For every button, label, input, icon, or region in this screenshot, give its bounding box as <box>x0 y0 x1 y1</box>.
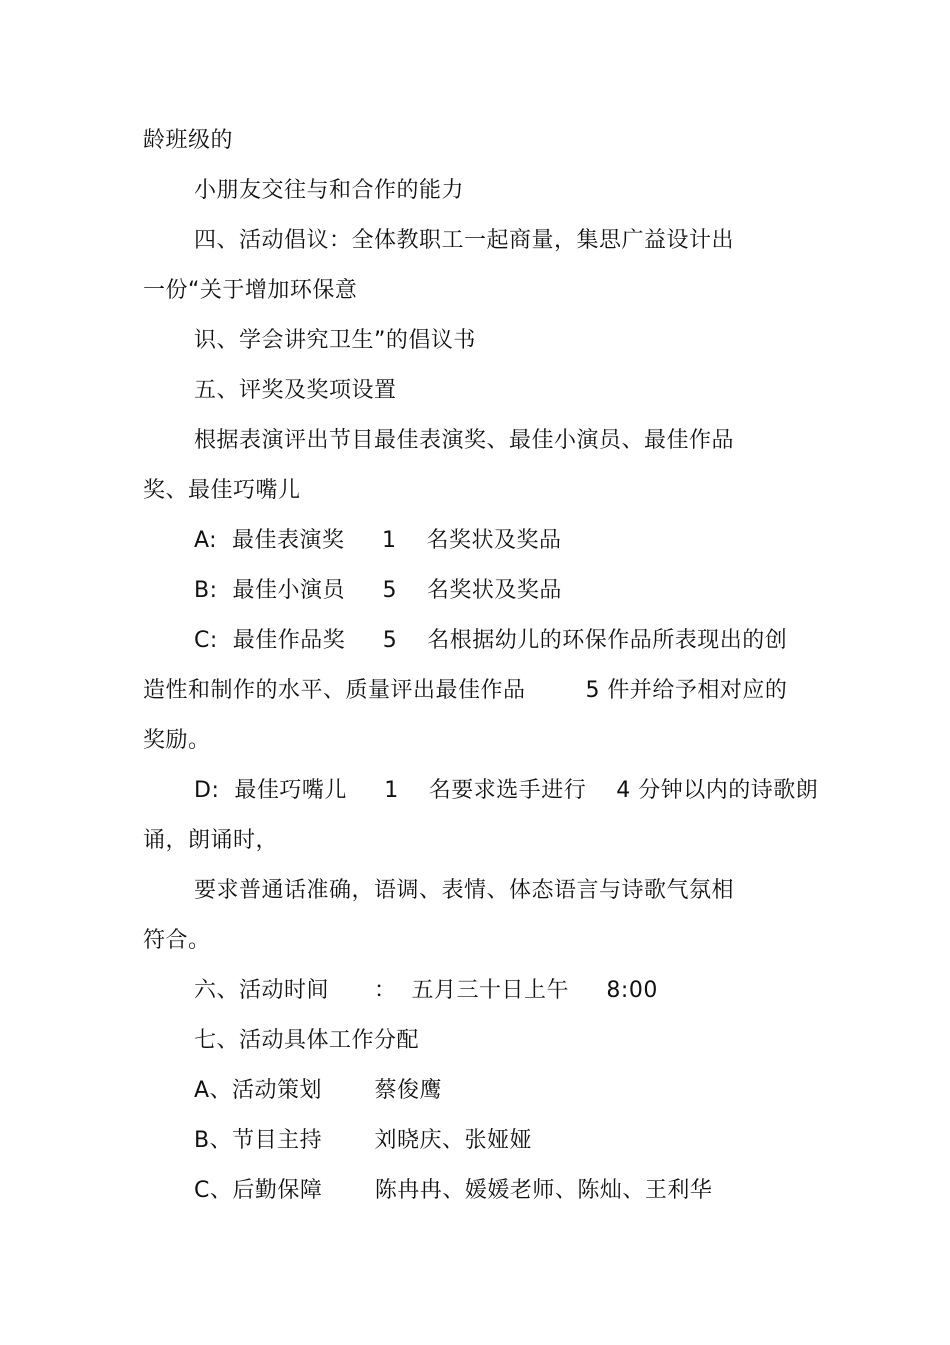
text-line: 奖励。 <box>143 728 211 753</box>
text-line: 诵，朗诵时， <box>143 828 279 853</box>
award-item-d: D: 最佳巧嘴儿 1 名要求选手进行 4 分钟以内的诗歌朗 <box>194 778 819 803</box>
award-item-b: B: 最佳小演员 5 名奖状及奖品 <box>194 578 562 603</box>
text-line: 识、学会讲究卫生”的倡议书 <box>194 328 476 353</box>
section-five-heading: 五、评奖及奖项设置 <box>194 378 397 403</box>
text-line: 造性和制作的水平、质量评出最佳作品 5 件并给予相对应的 <box>143 678 788 703</box>
text-line: 龄班级的 <box>143 128 234 153</box>
section-four-heading: 四、活动倡议：全体教职工一起商量，集思广益设计出 <box>194 228 735 253</box>
award-item-a: A: 最佳表演奖 1 名奖状及奖品 <box>194 528 562 553</box>
text-line: 奖、最佳巧嘴儿 <box>143 478 301 503</box>
assignment-item-c: C、后勤保障 陈冉冉、媛媛老师、陈灿、王利华 <box>194 1178 713 1203</box>
section-six-heading: 六、活动时间 ： 五月三十日上午 8:00 <box>194 978 658 1003</box>
section-seven-heading: 七、活动具体工作分配 <box>194 1028 420 1053</box>
text-line: 符合。 <box>143 928 211 953</box>
text-line: 小朋友交往与和合作的能力 <box>194 178 465 203</box>
award-item-c: C: 最佳作品奖 5 名根据幼儿的环保作品所表现出的创 <box>194 628 788 653</box>
assignment-item-a: A、活动策划 蔡俊鹰 <box>194 1078 443 1103</box>
assignment-item-b: B、节目主持 刘晓庆、张娅娅 <box>194 1128 533 1153</box>
text-line: 一份“关于增加环保意 <box>143 278 358 303</box>
text-line: 根据表演评出节目最佳表演奖、最佳小演员、最佳作品 <box>194 428 735 453</box>
text-line: 要求普通话准确，语调、表情、体态语言与诗歌气氛相 <box>194 878 735 903</box>
